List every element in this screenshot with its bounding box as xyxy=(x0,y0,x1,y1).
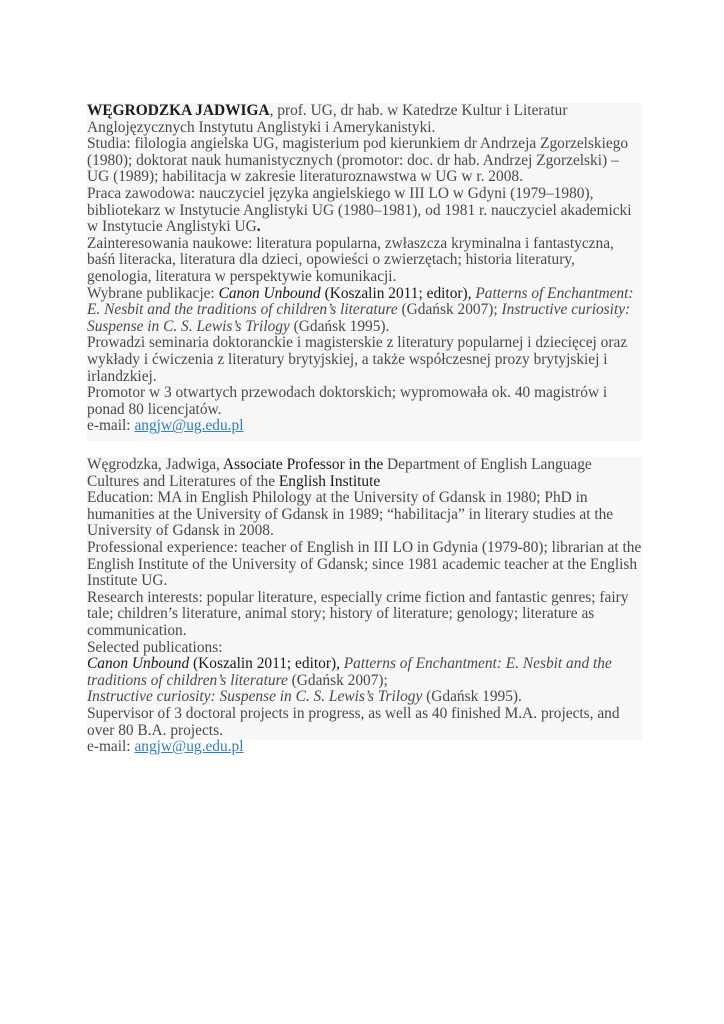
pub-canon-unbound-pl: Canon Unbound xyxy=(218,284,321,302)
polish-bio-section xyxy=(87,103,642,441)
position-en-1: Associate Professor in the xyxy=(222,456,388,473)
supervisor-paragraph: Supervisor of 3 doctoral projects in progress, as well as 40 finished M.A. projects, and over 80 B.A. projects. xyxy=(87,704,620,739)
publications-paragraph-en xyxy=(87,656,642,689)
author-name-pl: WĘGRODZKA JADWIGA xyxy=(87,102,270,119)
email-line-pl xyxy=(87,418,642,435)
selected-publications-label: Selected publications: xyxy=(87,638,223,656)
praca-period: . xyxy=(256,218,261,236)
praca-text: Praca zawodowa: nauczyciel języka angielskiego w III LO w Gdyni (1979–1980), bibliotekarz w Instytucie Anglistyki UG (1980–1981), od 1981 r. nauczyciel akademicki w Instytucie Anglistyki UG xyxy=(87,184,632,236)
english-bio-section xyxy=(87,456,642,756)
position-en-2: Department of English Language Cultures and Literatures of the xyxy=(87,456,592,490)
publications-label-pl: Wybrane publikacje: xyxy=(87,284,219,302)
author-title-pl: , prof. UG, dr hab. w Katedrze Kultur i Literatur Anglojęzycznych Instytutu Anglistyki i Amerykanistyki. xyxy=(87,102,568,136)
pub-canon-info-en: (Koszalin 2011; editor), xyxy=(189,655,344,673)
pub-canon-unbound-en: Canon Unbound xyxy=(87,655,190,673)
email-label-en: e-mail: xyxy=(87,738,135,756)
pub-patterns-pl: Patterns of Enchantment: E. Nesbit and the traditions of children’s literature xyxy=(87,284,634,319)
pub-patterns-info-pl: (Gdańsk 2007); xyxy=(397,301,502,319)
zainteresowania-paragraph: Zainteresowania naukowe: literatura popularna, zwłaszcza kryminalna i fantastyczna, baśń literacka, literatura dla dzieci, opowieści o zwierzętach; historia literatury, genologia, literatura w perspektywie komunikacji. xyxy=(87,234,614,285)
pub-instructive-info-pl: (Gdańsk 1995). xyxy=(289,317,390,335)
publications-paragraph-pl xyxy=(87,286,642,336)
email-link-pl[interactable]: angjw@ug.edu.pl xyxy=(134,417,244,435)
publication-instructive-en xyxy=(87,689,642,706)
bio-heading-pl xyxy=(87,103,642,136)
seminaria-paragraph: Prowadzi seminaria doktoranckie i magisterskie z literatury popularnej i dziecięcej oraz wykłady i ćwiczenia z literatury brytyjskiej, a także współczesnej prozy brytyjskiej i irlandzkiej. xyxy=(87,334,628,385)
research-paragraph: Research interests: popular literature, especially crime fiction and fantastic genres; fairy tale; children’s literature, animal story; history of literature; genology; literature as communication. xyxy=(87,588,629,639)
pub-instructive-pl: Instructive curiosity: Suspense in C. S. Lewis’s Trilogy xyxy=(87,301,631,335)
education-paragraph: Education: MA in English Philology at the University of Gdansk in 1980; PhD in humanities at the University of Gdansk in 1989; “habilitacja” in literary studies at the University of Gdansk in 2008. xyxy=(87,489,614,540)
email-link-en[interactable]: angjw@ug.edu.pl xyxy=(134,738,244,756)
pub-canon-info-pl: (Koszalin 2011; editor), xyxy=(320,284,476,302)
author-name-en: Węgrodzka, Jadwiga, xyxy=(87,456,223,473)
bio-heading-en xyxy=(87,457,642,490)
studia-paragraph: Studia: filologia angielska UG, magisterium pod kierunkiem dr Andrzeja Zgorzelskiego (1980); doktorat nauk humanistycznych (promotor: doc. dr hab. Andrzej Zgorzelski) – UG (1989); habilitacja w zakresie literaturoznawstwa w UG w r. 2008. xyxy=(87,135,629,186)
email-line-en xyxy=(87,739,642,756)
email-label-pl: e-mail: xyxy=(87,417,135,435)
praca-paragraph xyxy=(87,186,642,236)
pub-instructive-info-en: (Gdańsk 1995). xyxy=(422,688,522,706)
promotor-paragraph: Promotor w 3 otwartych przewodach doktorskich; wypromowała ok. 40 magistrów i ponad 80 licencjatów. xyxy=(87,384,608,418)
pub-instructive-en: Instructive curiosity: Suspense in C. S. Lewis’s Trilogy xyxy=(87,688,423,706)
pub-patterns-en: Patterns of Enchantment: E. Nesbit and the traditions of children’s literature xyxy=(87,655,612,689)
position-en-3: English Institute xyxy=(278,472,381,490)
pub-patterns-info-en: (Gdańsk 2007); xyxy=(287,671,388,689)
experience-paragraph: Professional experience: teacher of English in III LO in Gdynia (1979-80); librarian at the English Institute of the University of Gdansk; since 1981 academic teacher at the English Institute UG. xyxy=(87,538,642,590)
